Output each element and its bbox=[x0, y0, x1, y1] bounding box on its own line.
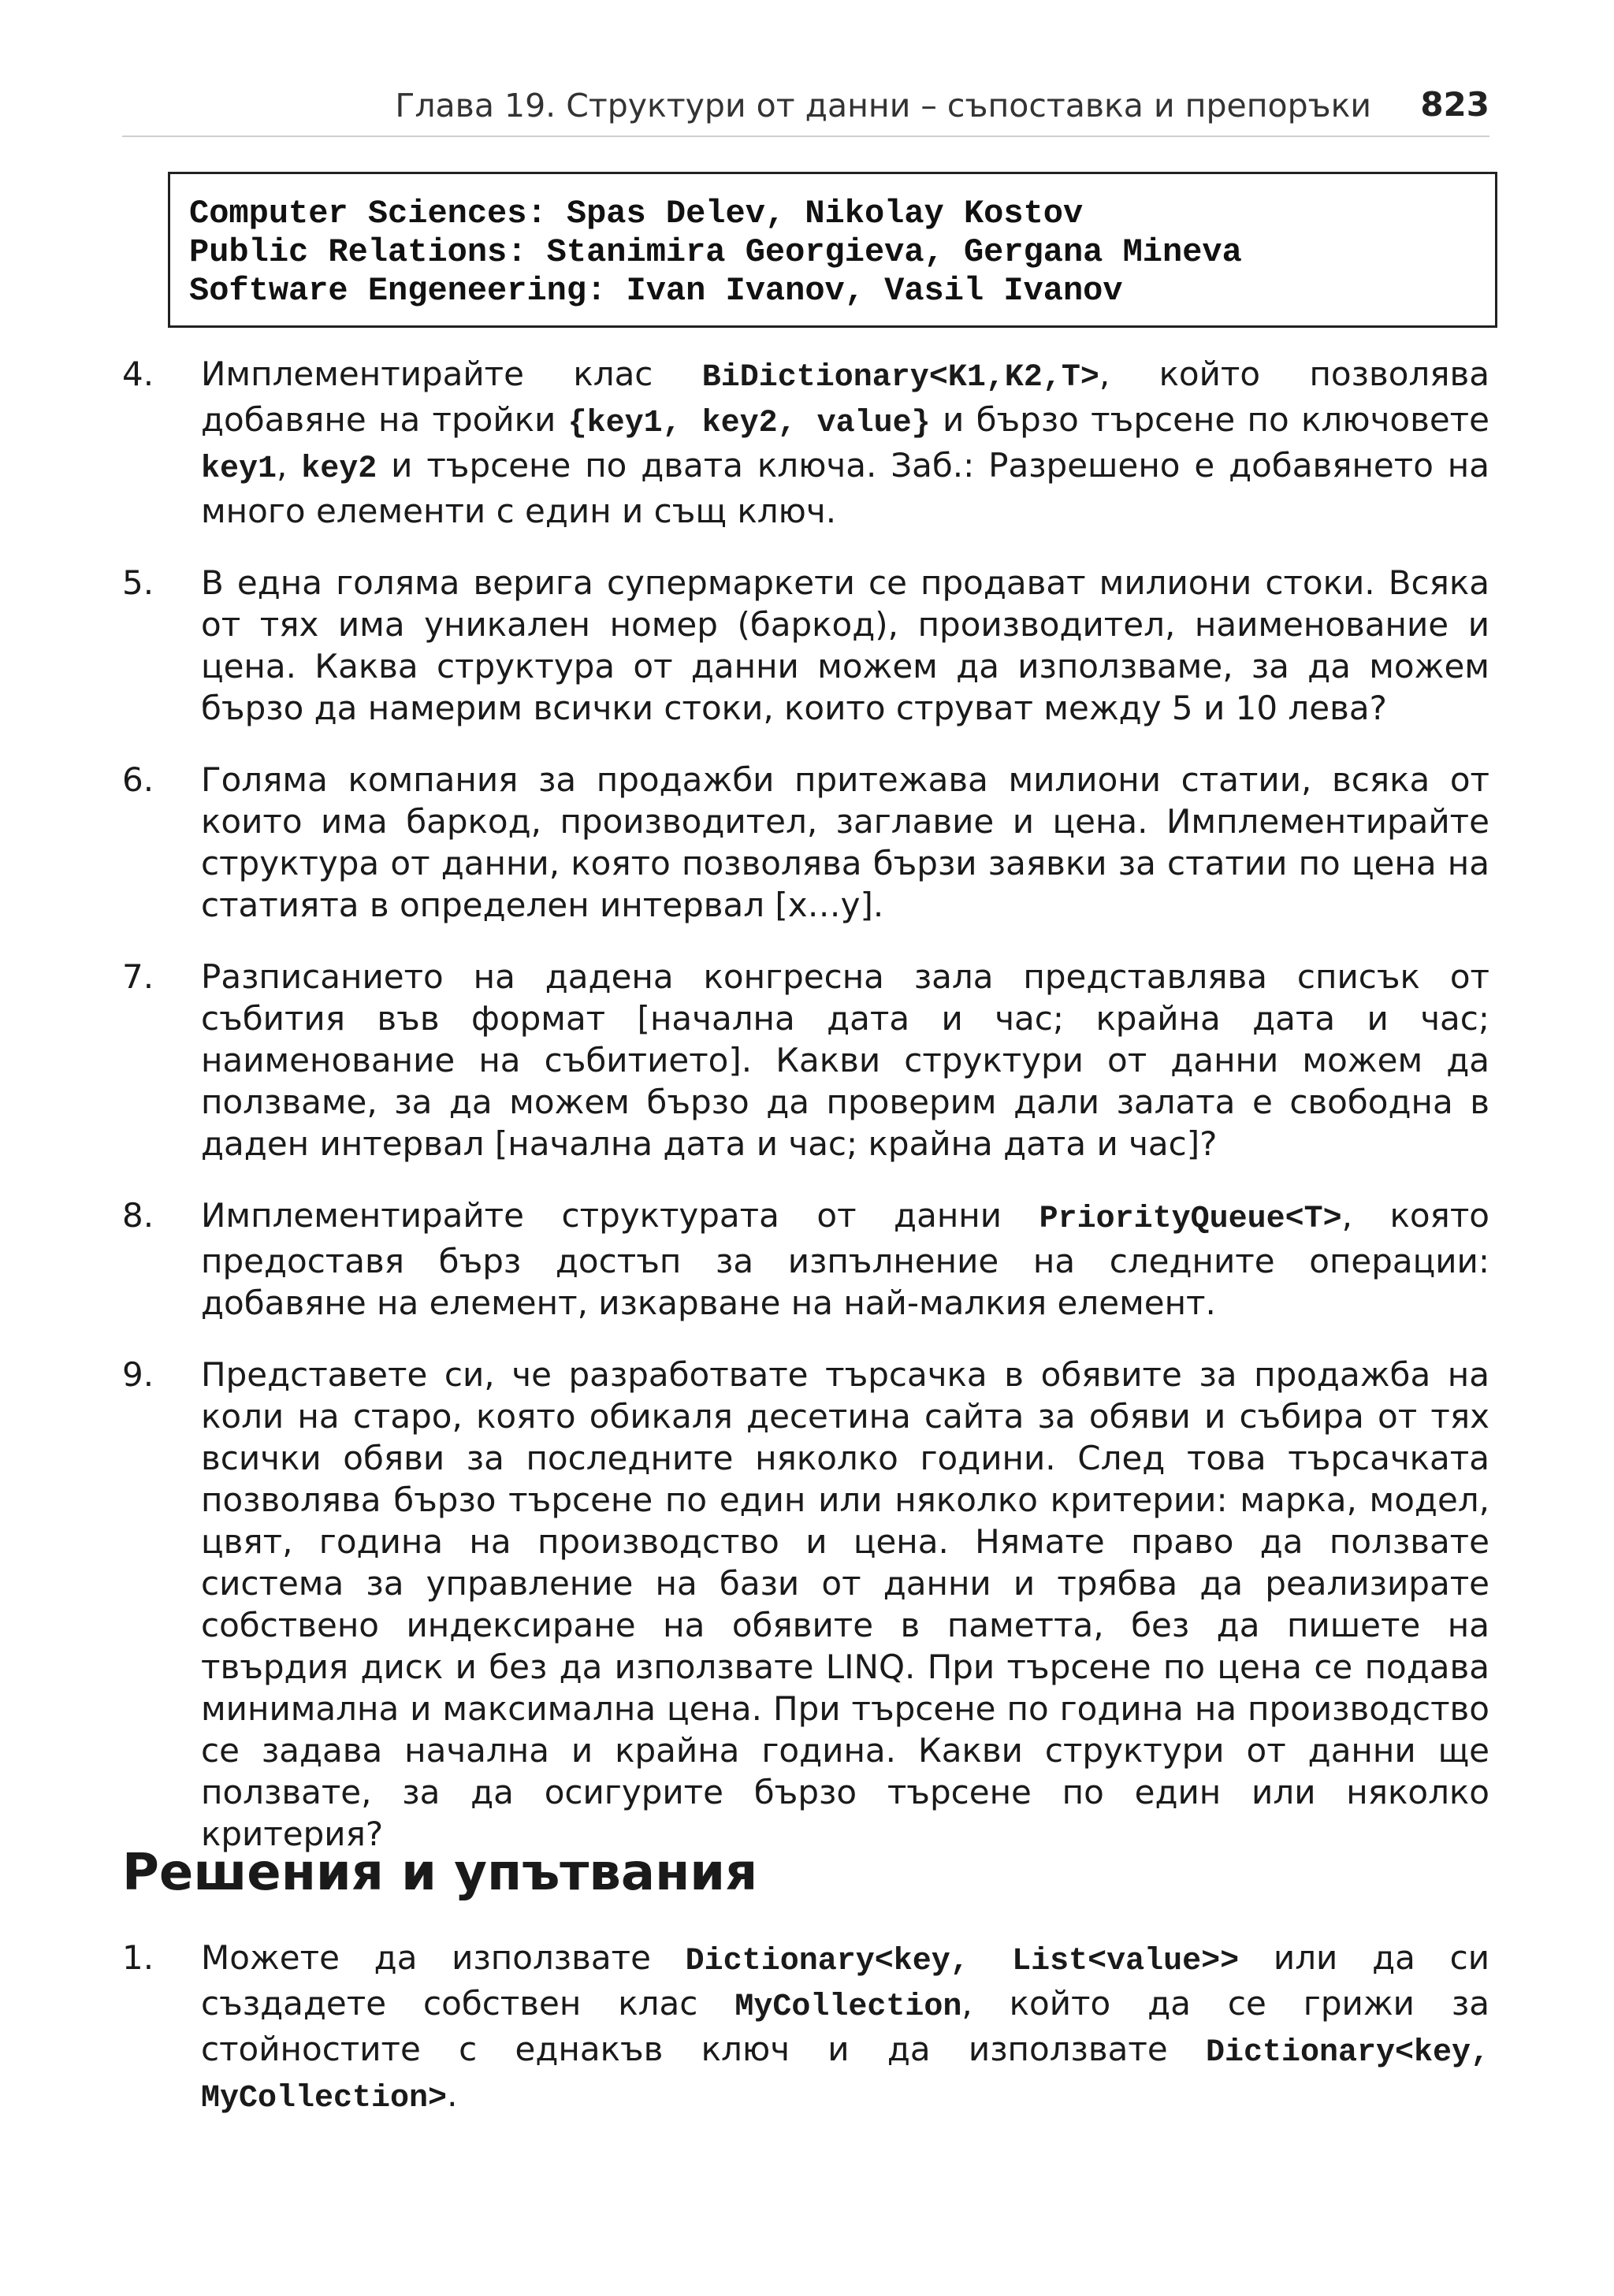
item-text: Имплементирайте структурата от данни PriorityQueue<T>, която предоставя бърз достъп за изпълнение на следните операции: добавяне на елемент, изкарване на най-малкия елемент. bbox=[201, 1196, 1489, 1322]
item-number: 9. bbox=[122, 1355, 154, 1394]
code-line: Computer Sciences: Spas Delev, Nikolay Kostov bbox=[189, 195, 1084, 232]
exercise-item-5 bbox=[122, 562, 1489, 729]
exercise-item-8 bbox=[122, 1194, 1489, 1324]
solutions-list bbox=[122, 1937, 1489, 2149]
item-text: В една голяма верига супермаркети се продават милиони стоки. Всяка от тях има уникален номер (баркод), производител, наименование и цена. Каква структура от данни можем да използваме, за да можем бързо да намерим всички стоки, които струват между 5 и 10 лева? bbox=[201, 563, 1489, 727]
exercise-list bbox=[122, 353, 1489, 1885]
page-number: 823 bbox=[1420, 85, 1489, 124]
inline-code: PriorityQueue<T> bbox=[1039, 1202, 1342, 1237]
inline-code: BiDictionary<K1,K2,T> bbox=[701, 360, 1099, 396]
item-text: Представете си, че разработвате търсачка в обявите за продажба на коли на старо, която обикаля десетина сайта за обяви и събира от тях всички обяви за последните няколко години. След това търсачката позволява бързо търсене по един или няколко критерии: марка, модел, цвят, година на производство и цена. Нямате право да ползвате система за управление на бази от данни и трябва да реализирате собствено индексиране на обявите в паметта, без да пишете на твърдия диск и без да използвате LINQ. При търсене по цена се подава минимална и максимална цена. При търсене по година на производство се задава начална и крайна година. Какви структури от данни ще ползвате, за да осигурите бързо търсене по един или няколко критерия? bbox=[201, 1355, 1489, 1853]
item-number: 4. bbox=[122, 355, 154, 393]
inline-code: Dictionary<key, MyCollection> bbox=[201, 2035, 1489, 2116]
inline-code: key1 bbox=[201, 451, 277, 487]
code-output-box bbox=[168, 172, 1497, 328]
item-number: 8. bbox=[122, 1196, 154, 1235]
section-heading: Решения и упътвания bbox=[122, 1844, 758, 1902]
solution-item-1 bbox=[122, 1937, 1489, 2120]
inline-code: key2 bbox=[301, 451, 377, 487]
exercise-item-6 bbox=[122, 759, 1489, 926]
inline-code: MyCollection bbox=[734, 1989, 962, 2025]
code-line: Software Engeneering: Ivan Ivanov, Vasil Ivanov bbox=[189, 272, 1123, 310]
exercise-item-4 bbox=[122, 353, 1489, 532]
item-number: 7. bbox=[122, 957, 154, 996]
item-text: Разписанието на дадена конгресна зала представлява списък от събития във формат [начална дата и час; крайна дата и час; наименование на събитието]. Какви структури от данни можем да ползваме, за да можем бързо да проверим дали залата е свободна в даден интервал [начална дата и час; крайна дата и час]? bbox=[201, 957, 1489, 1163]
code-line: Public Relations: Stanimira Georgieva, Gergana Mineva bbox=[189, 233, 1242, 271]
exercise-item-9 bbox=[122, 1354, 1489, 1855]
inline-code: {key1, key2, value} bbox=[567, 406, 931, 441]
item-text: Имплементирайте клас BiDictionary<K1,K2,T>, който позволява добавяне на тройки {key1, key2, value} и бързо търсене по ключовете key1, key2 и търсене по двата ключа. Заб.: Разрешено е добавянето на много елементи с един и същ ключ. bbox=[201, 355, 1489, 530]
inline-code: Dictionary<key, List<value>> bbox=[685, 1944, 1240, 1979]
item-number: 1. bbox=[122, 1938, 154, 1977]
chapter-title: Глава 19. Структури от данни – съпоставка и препоръки bbox=[395, 87, 1371, 124]
item-text: Голяма компания за продажби притежава милиони статии, всяка от които има баркод, производител, заглавие и цена. Имплементирайте структура от данни, която позволява бързи заявки за статии по цена на статията в определен интервал [x…y]. bbox=[201, 760, 1489, 924]
exercise-item-7 bbox=[122, 956, 1489, 1165]
item-number: 6. bbox=[122, 760, 154, 799]
page-header bbox=[122, 79, 1489, 137]
item-number: 5. bbox=[122, 563, 154, 602]
item-text: Можете да използвате Dictionary<key, List<value>> или да си създадете собствен клас MyCollection, който да се грижи за стойностите с еднакъв ключ и да използвате Dictionary<key, MyCollection>. bbox=[201, 1938, 1489, 2116]
